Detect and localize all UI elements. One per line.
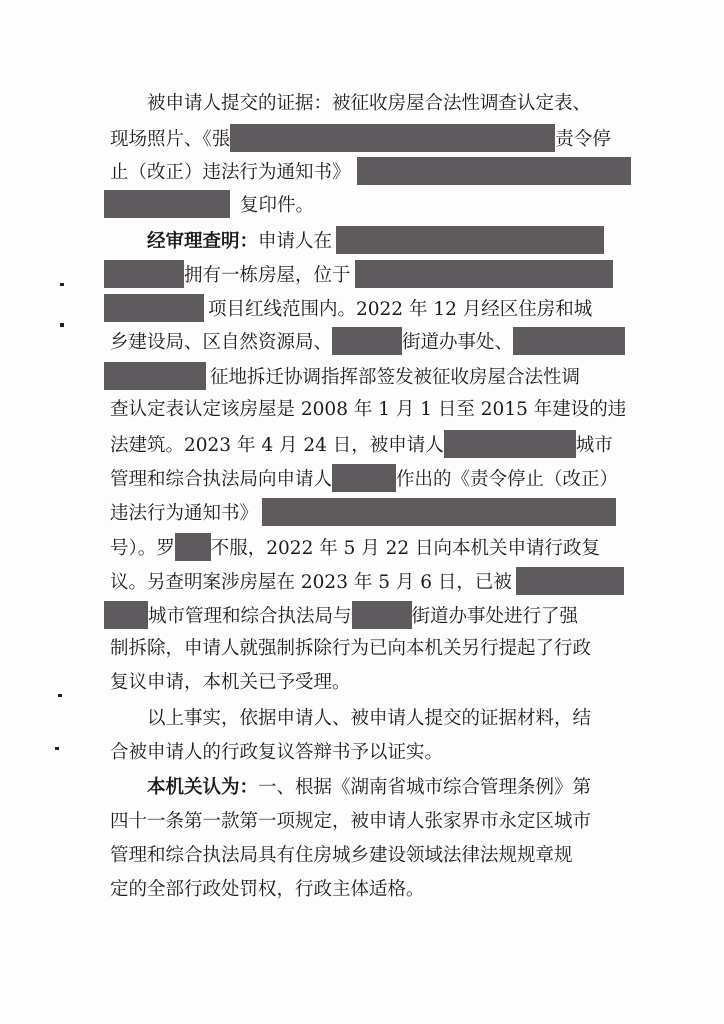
text: 征地拆迁协调指挥部签发被征收房屋合法性调 xyxy=(210,367,581,388)
scan-speck xyxy=(58,694,62,697)
findings-line-4 xyxy=(110,329,625,357)
scan-speck xyxy=(60,283,64,286)
text: 申请人在 xyxy=(258,231,333,252)
redaction-block xyxy=(332,327,402,355)
text: 管理和综合执法局向申请人 xyxy=(110,469,333,490)
findings-line-12 xyxy=(104,603,578,631)
evidence-line-4 xyxy=(104,192,314,220)
redaction-block xyxy=(175,533,211,561)
redaction-block xyxy=(104,260,184,288)
text: 乡建设局、区自然资源局、 xyxy=(110,332,333,353)
facts-line-2 xyxy=(110,741,443,765)
evidence-line-3 xyxy=(110,159,631,187)
text: 查认定表认定该房屋是 2008 年 1 月 1 日至 2015 年建设的违 xyxy=(110,399,627,420)
findings-line-11 xyxy=(110,569,624,597)
findings-line-1 xyxy=(147,228,604,256)
text: 制拆除，申请人就强制拆除行为已向本机关另行提起了行政 xyxy=(110,638,592,659)
findings-line-3 xyxy=(104,296,592,324)
text: 四十一条第一款第一项规定，被申请人张家界市永定区城市 xyxy=(110,811,592,832)
text: 违法行为通知书》 xyxy=(110,503,259,524)
findings-line-7 xyxy=(110,432,613,460)
text: 一、根据《湖南省城市综合管理条例》第 xyxy=(258,777,592,798)
opinion-line-1 xyxy=(147,776,591,800)
redaction-block xyxy=(336,226,604,254)
findings-line-2 xyxy=(104,262,613,290)
redaction-block xyxy=(104,294,204,322)
text: 项目红线范围内。2022 年 12 月经区住房和城 xyxy=(208,299,593,320)
text: 复印件。 xyxy=(240,195,315,216)
redaction-block xyxy=(262,498,616,526)
opinion-line-2 xyxy=(110,810,591,834)
text: 拥有一栋房屋，位于 xyxy=(184,265,351,286)
text: 定的全部行政处罚权，行政主体适格。 xyxy=(110,879,425,900)
redaction-block xyxy=(513,327,625,355)
evidence-line-2 xyxy=(110,126,611,154)
redaction-block xyxy=(104,190,230,218)
text: 作出的《责令停止（改正） xyxy=(396,469,619,490)
scan-speck xyxy=(60,323,64,327)
findings-line-6 xyxy=(110,398,626,422)
scan-speck xyxy=(55,747,59,750)
text: 街道办事处进行了强 xyxy=(411,606,579,627)
redaction-block xyxy=(332,464,396,492)
redaction-block xyxy=(355,260,613,288)
text: 管理和综合执法局具有住房城乡建设领域法律法规规章规 xyxy=(110,845,573,866)
findings-line-5 xyxy=(104,364,580,392)
text: 城市管理和综合执法局与 xyxy=(148,606,352,627)
findings-line-8 xyxy=(110,466,618,494)
findings-line-9 xyxy=(110,500,616,528)
evidence-line-1 xyxy=(147,92,591,116)
text: 法建筑。2023 年 4 月 24 日，被申请人 xyxy=(110,435,444,456)
opinion-line-3 xyxy=(110,844,573,868)
text: 现场照片、《張 xyxy=(110,129,231,150)
text: 被申请人提交的证据：被征收房屋合法性调查认定表、 xyxy=(147,93,592,114)
redaction-block xyxy=(444,430,576,458)
redaction-block xyxy=(104,362,206,390)
findings-line-14 xyxy=(110,671,351,695)
redaction-block xyxy=(230,124,555,152)
text: 城市 xyxy=(575,435,613,456)
findings-label: 经审理查明： xyxy=(147,231,259,252)
facts-line-1 xyxy=(147,707,591,731)
text: 不服，2022 年 5 月 22 日向本机关申请行政复 xyxy=(210,538,601,559)
redaction-block xyxy=(352,601,412,629)
opinion-label: 本机关认为： xyxy=(147,777,259,798)
findings-line-13 xyxy=(110,637,591,661)
text: 以上事实，依据申请人、被申请人提交的证据材料，结 xyxy=(147,708,592,729)
text: 责令停 xyxy=(555,129,611,150)
text: 议。另查明案涉房屋在 2023 年 5 月 6 日，已被 xyxy=(110,572,512,593)
redaction-block xyxy=(104,601,148,629)
text: 复议申请，本机关已予受理。 xyxy=(110,672,351,693)
text: 止（改正）违法行为通知书》 xyxy=(110,162,351,183)
redaction-block xyxy=(516,567,624,595)
text: 合被申请人的行政复议答辩书予以证实。 xyxy=(110,742,444,763)
opinion-line-4 xyxy=(110,878,425,902)
text: 街道办事处、 xyxy=(402,332,514,353)
text: 号）。罗 xyxy=(110,538,175,559)
findings-line-10 xyxy=(110,535,600,563)
redaction-block xyxy=(357,157,631,185)
